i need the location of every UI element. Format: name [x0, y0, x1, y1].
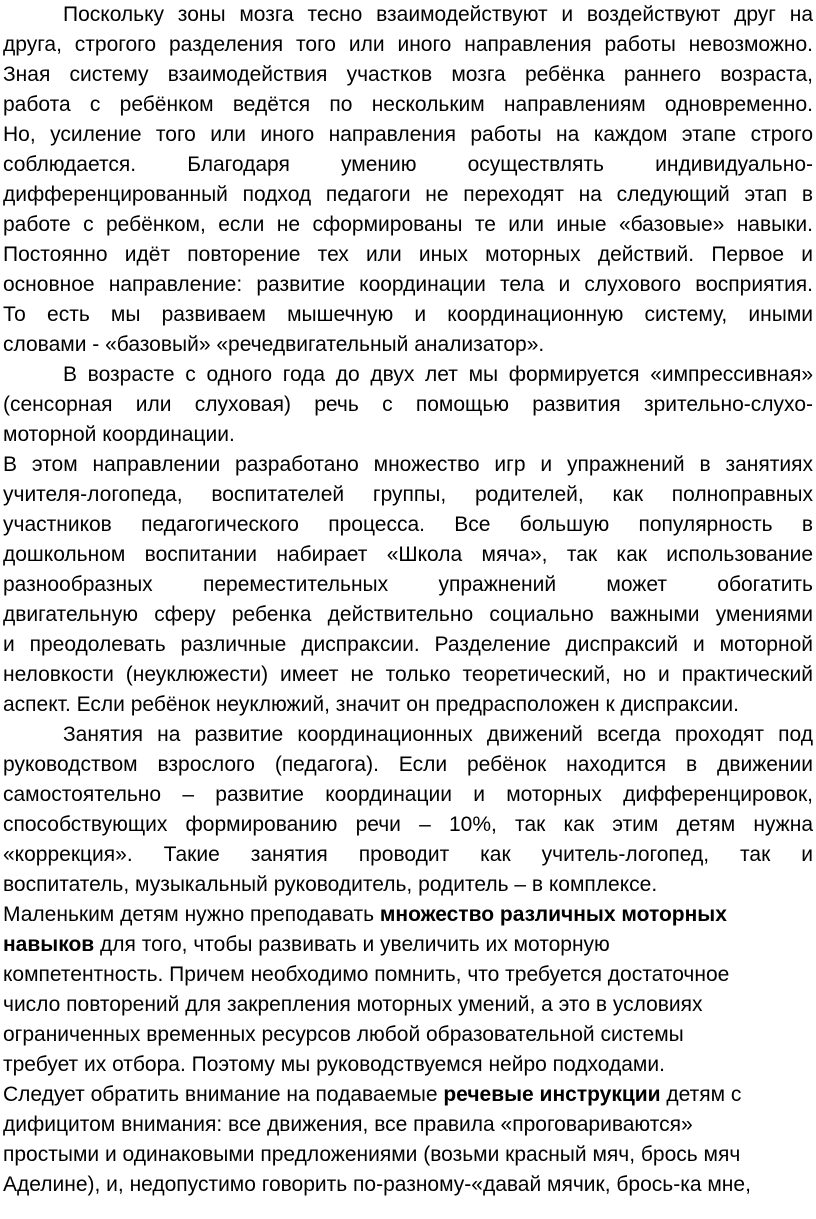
- bold-text: навыков: [3, 933, 95, 956]
- text-line: самостоятельно – развитие координации и моторных дифференцировок,: [3, 783, 813, 806]
- text-line: Маленьким детям нужно преподавать множество различных моторных: [3, 903, 727, 926]
- text-line: навыков для того, чтобы развивать и увеличить их моторную: [3, 933, 610, 956]
- bold-text: речевые инструкции: [443, 1083, 661, 1106]
- text-line: Следует обратить внимание на подаваемые речевые инструкции детям с: [3, 1083, 742, 1106]
- text-line: простыми и одинаковыми предложениями (возьми красный мяч, брось мяч: [3, 1143, 741, 1166]
- text-line: Поскольку зоны мозга тесно взаимодействуют и воздействуют друг на: [63, 3, 813, 26]
- text-line: требует их отбора. Поэтому мы руководствуемся нейро подходами.: [3, 1053, 665, 1076]
- paragraph-p3: [3, 450, 813, 720]
- text-line: компетентность. Причем необходимо помнить, что требуется достаточное: [3, 963, 730, 986]
- text-line: воспитатель, музыкальный руководитель, родитель – в комплексе.: [3, 873, 658, 896]
- text-line: моторной координации.: [3, 423, 235, 446]
- text-line: неловкости (неуклюжести) имеет не только теоретический, но и практический: [3, 663, 813, 686]
- text-line: и преодолевать различные диспраксии. Разделение диспраксий и моторной: [3, 633, 813, 656]
- text-line: Занятия на развитие координационных движений всегда проходят под: [63, 723, 813, 746]
- text-line: участников педагогического процесса. Все большую популярность в: [3, 513, 813, 536]
- text-line: работа с ребёнком ведётся по нескольким направлениям одновременно.: [3, 93, 813, 116]
- text-line: В этом направлении разработано множество игр и упражнений в занятиях: [3, 453, 813, 476]
- text-line: ограниченных временных ресурсов любой образовательной системы: [3, 1023, 684, 1046]
- bold-text: множество различных моторных: [379, 903, 727, 926]
- text-line: основное направление: развитие координации тела и слухового восприятия.: [3, 273, 813, 296]
- text-line: Постоянно идёт повторение тех или иных моторных действий. Первое и: [3, 243, 813, 266]
- text-line: друга, строгого разделения того или иного направления работы невозможно.: [3, 33, 813, 56]
- text-line: соблюдается. Благодаря умению осуществлять индивидуально-: [3, 153, 813, 176]
- text-line: словами - «базовый» «речедвигательный анализатор».: [3, 333, 545, 356]
- document-body: [3, 0, 813, 1200]
- text-line: разнообразных переместительных упражнений может обогатить: [3, 573, 813, 596]
- text-line: То есть мы развиваем мышечную и координационную систему, иными: [3, 303, 813, 326]
- text-line: Зная систему взаимодействия участков мозга ребёнка раннего возраста,: [3, 63, 813, 86]
- paragraph-p5: [3, 900, 813, 1080]
- text-line: двигательную сферу ребенка действительно социально важными умениями: [3, 603, 813, 626]
- text-line: руководством взрослого (педагога). Если ребёнок находится в движении: [3, 753, 813, 776]
- text-line: Аделине), и, недопустимо говорить по-разному-«давай мячик, брось-ка мне,: [3, 1173, 751, 1196]
- text-line: Но, усиление того или иного направления работы на каждом этапе строго: [3, 123, 813, 146]
- text-line: работе с ребёнком, если не сформированы те или иные «базовые» навыки.: [3, 213, 813, 236]
- text-line: дифференцированный подход педагоги не переходят на следующий этап в: [3, 183, 813, 206]
- paragraph-p1: [3, 0, 813, 360]
- text-line: число повторений для закрепления моторных умений, а это в условиях: [3, 993, 703, 1016]
- text-line: способствующих формированию речи – 10%, так как этим детям нужна: [3, 813, 813, 836]
- text-line: (сенсорная или слуховая) речь с помощью развития зрительно-слухо-: [3, 393, 813, 416]
- text-line: дошкольном воспитании набирает «Школа мяча», так как использование: [3, 543, 813, 566]
- text-line: дифицитом внимания: все движения, все правила «проговариваются»: [3, 1113, 693, 1136]
- text-line: «коррекция». Такие занятия проводит как учитель-логопед, так и: [3, 843, 813, 866]
- paragraph-p4: [3, 720, 813, 900]
- paragraph-p6: [3, 1080, 813, 1200]
- text-line: аспект. Если ребёнок неуклюжий, значит он предрасположен к диспраксии.: [3, 693, 739, 716]
- paragraph-p2: [3, 360, 813, 450]
- text-line: учителя-логопеда, воспитателей группы, родителей, как полноправных: [3, 483, 813, 506]
- text-line: В возрасте с одного года до двух лет мы формируется «импрессивная»: [63, 363, 813, 386]
